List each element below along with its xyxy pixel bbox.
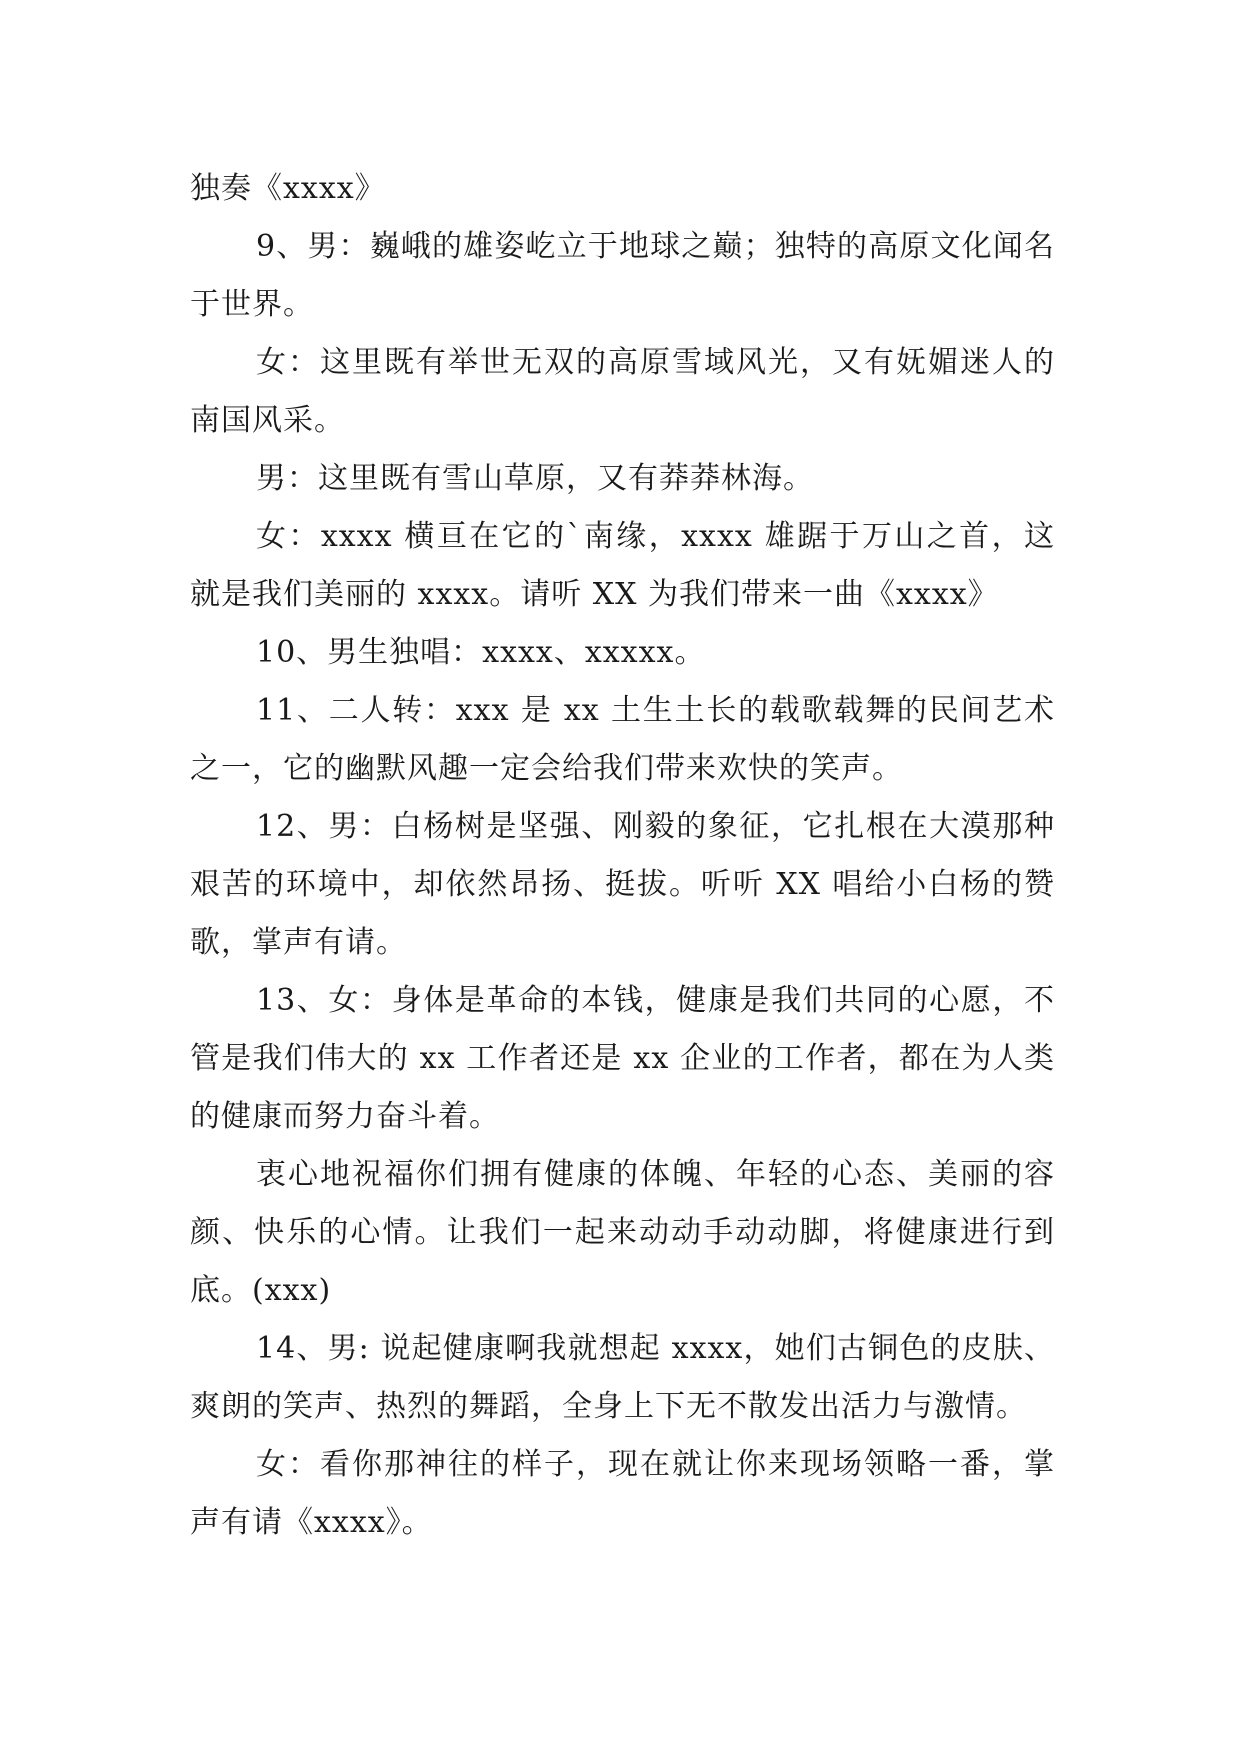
paragraph: 9、男：巍峨的雄姿屹立于地球之巅；独特的高原文化闻名于世界。 (190, 229, 1055, 322)
paragraph: 女：这里既有举世无双的高原雪域风光，又有妩媚迷人的南国风采。 (190, 345, 1055, 438)
paragraph: 14、男: 说起健康啊我就想起 xxxx，她们古铜色的皮肤、爽朗的笑声、热烈的舞蹈，全身上下无不散发出活力与激情。 (190, 1331, 1055, 1424)
paragraph: 10、男生独唱：xxxx、xxxxx。 (256, 635, 706, 670)
paragraph: 衷心地祝福你们拥有健康的体魄、年轻的心态、美丽的容颜、快乐的心情。让我们一起来动动手动动脚，将健康进行到底。(xxx) (190, 1157, 1055, 1308)
paragraph: 女：xxxx 横亘在它的`南缘，xxxx 雄踞于万山之首，这就是我们美丽的 xxxx。请听 XX 为我们带来一曲《xxxx》 (190, 519, 1055, 612)
paragraph: 12、男：白杨树是坚强、刚毅的象征，它扎根在大漠那种艰苦的环境中，却依然昂扬、挺拔。听听 XX 唱给小白杨的赞歌，掌声有请。 (190, 809, 1055, 960)
paragraph: 男：这里既有雪山草原，又有莽莽林海。 (256, 461, 814, 496)
paragraph: 独奏《xxxx》 (190, 171, 386, 206)
document-body (190, 160, 1055, 1552)
paragraph: 11、二人转：xxx 是 xx 土生土长的载歌载舞的民间艺术之一，它的幽默风趣一定会给我们带来欢快的笑声。 (190, 693, 1055, 786)
paragraph: 13、女：身体是革命的本钱，健康是我们共同的心愿，不管是我们伟大的 xx 工作者还是 xx 企业的工作者，都在为人类的健康而努力奋斗着。 (190, 983, 1055, 1134)
paragraph: 女：看你那神往的样子，现在就让你来现场领略一番，掌声有请《xxxx》。 (190, 1447, 1055, 1540)
